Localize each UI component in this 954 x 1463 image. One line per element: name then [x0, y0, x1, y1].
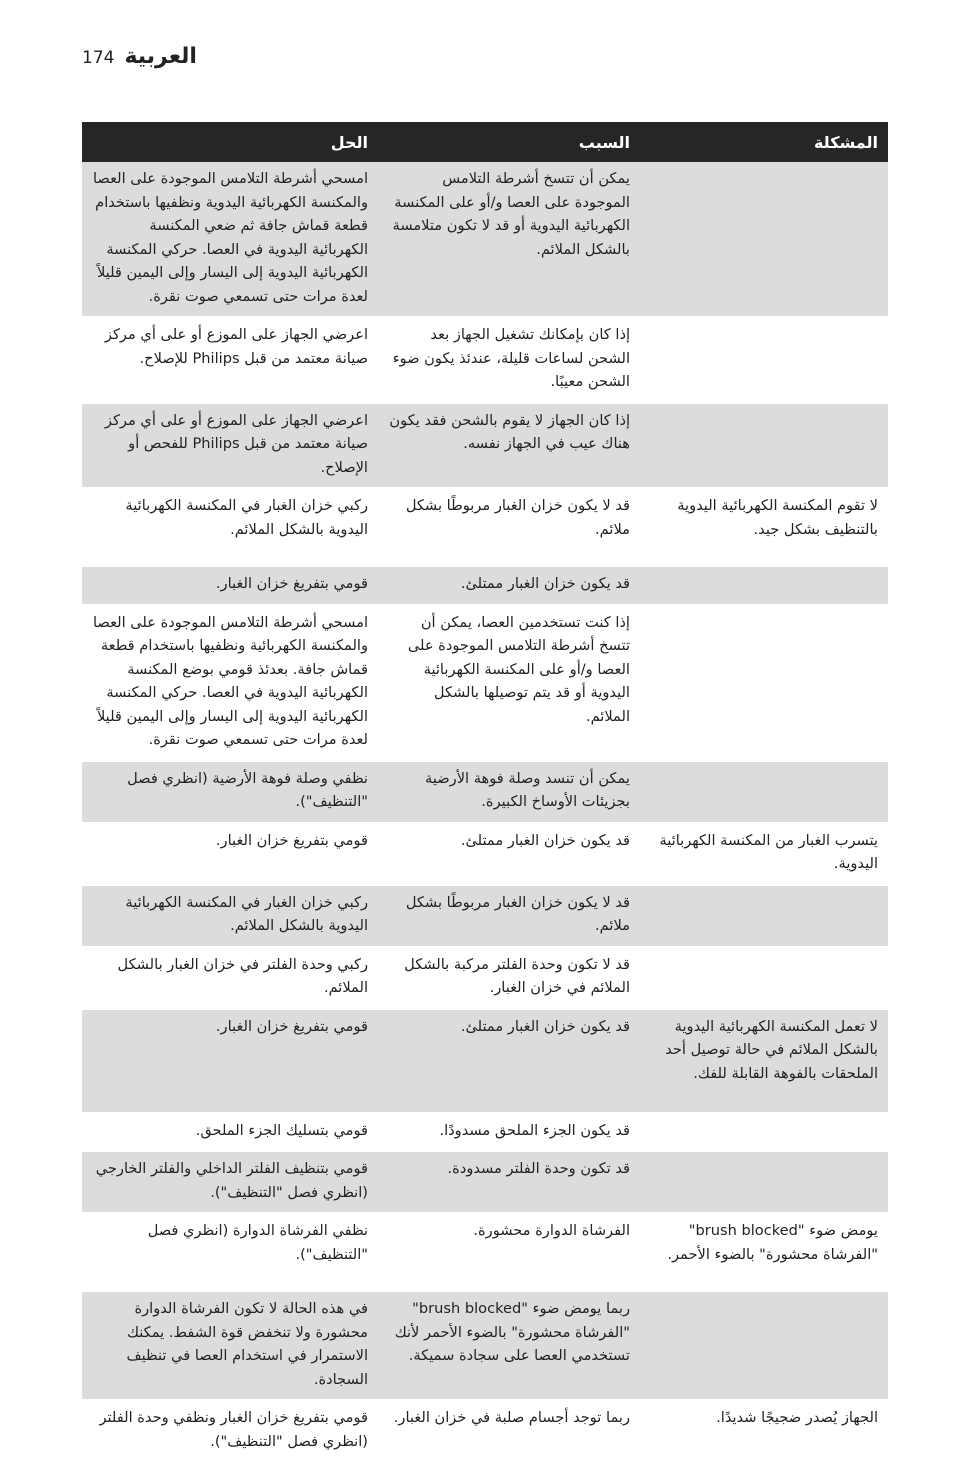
page-header	[82, 44, 197, 69]
problem-cell	[640, 1113, 888, 1152]
solution-cell: قومي بتفريغ خزان الغبار ونظفي وحدة الفلتر (انظري فصل "التنظيف").	[82, 1400, 378, 1462]
table-row	[82, 488, 888, 566]
solution-cell: ركبي خزان الغبار في المكنسة الكهربائية اليدوية بالشكل الملائم.	[82, 488, 378, 566]
table-row	[82, 162, 888, 317]
page-number: 174	[82, 48, 115, 68]
table-header-row	[82, 122, 888, 162]
cause-cell: قد يكون خزان الغبار ممتلئ.	[378, 566, 640, 605]
table-row	[82, 317, 888, 403]
problem-cell	[640, 605, 888, 761]
table-row	[82, 823, 888, 885]
column-header-cause: السبب	[378, 122, 640, 162]
cause-cell: قد تكون وحدة الفلتر مسدودة.	[378, 1151, 640, 1213]
cause-cell: قد لا يكون خزان الغبار مربوطًا بشكل ملائم.	[378, 885, 640, 947]
cause-cell: الفرشاة الدوارة محشورة.	[378, 1213, 640, 1291]
problem-cell	[640, 885, 888, 947]
solution-cell: قومي بتفريغ خزان الغبار.	[82, 566, 378, 605]
solution-cell: قومي بتنظيف الفلتر الداخلي والفلتر الخارجي (انظري فصل "التنظيف").	[82, 1151, 378, 1213]
table-row	[82, 947, 888, 1009]
column-header-solution: الحل	[82, 122, 378, 162]
cause-cell: إذا كان الجهاز لا يقوم بالشحن فقد يكون هناك عيب في الجهاز نفسه.	[378, 403, 640, 489]
cause-cell: ربما يومض ضوء "brush blocked" "الفرشاة محشورة" بالضوء الأحمر لأنك تستخدمي العصا على سجادة سميكة.	[378, 1291, 640, 1400]
problem-cell	[640, 403, 888, 489]
cause-cell: قد يكون خزان الغبار ممتلئ.	[378, 1009, 640, 1113]
table-row	[82, 403, 888, 489]
problem-cell	[640, 1291, 888, 1400]
cause-cell: قد لا تكون وحدة الفلتر مركبة بالشكل الملائم في خزان الغبار.	[378, 947, 640, 1009]
problem-cell	[640, 761, 888, 823]
table-row	[82, 1213, 888, 1291]
problem-cell	[640, 162, 888, 317]
problem-cell	[640, 317, 888, 403]
table-row	[82, 1291, 888, 1400]
table-row	[82, 761, 888, 823]
cause-cell: قد لا يكون خزان الغبار مربوطًا بشكل ملائم.	[378, 488, 640, 566]
cause-cell: ربما توجد أجسام صلبة في خزان الغبار.	[378, 1400, 640, 1462]
solution-cell: قومي بتسليك الجزء الملحق.	[82, 1113, 378, 1152]
problem-cell: الجهاز يُصدر ضجيجًا شديدًا.	[640, 1400, 888, 1462]
solution-cell: ركبي وحدة الفلتر في خزان الغبار بالشكل الملائم.	[82, 947, 378, 1009]
table-row	[82, 1009, 888, 1113]
solution-cell: في هذه الحالة لا تكون الفرشاة الدوارة محشورة ولا تنخفض قوة الشفط. يمكنك الاستمرار في استخدام العصا في تنظيف السجادة.	[82, 1291, 378, 1400]
cause-cell: يمكن أن تنسد وصلة فوهة الأرضية بجزيئات الأوساخ الكبيرة.	[378, 761, 640, 823]
column-header-problem: المشكلة	[640, 122, 888, 162]
solution-cell: امسحي أشرطة التلامس الموجودة على العصا والمكنسة الكهربائية اليدوية ونظفيها باستخدام قطعة قماش جافة ثم ضعي المكنسة الكهربائية اليدوية في العصا. حركي المكنسة الكهربائية اليدوية إلى اليسار وإلى اليمين قليلاً لعدة مرات حتى تسمعي صوت نقرة.	[82, 162, 378, 317]
cause-cell: إذا كنت تستخدمين العصا، يمكن أن تتسخ أشرطة التلامس الموجودة على العصا و/أو على المكنسة الكهربائية اليدوية أو قد يتم توصيلها بالشكل الملائم.	[378, 605, 640, 761]
solution-cell: قومي بتفريغ خزان الغبار.	[82, 1009, 378, 1113]
solution-cell: نظفي الفرشاة الدوارة (انظري فصل "التنظيف").	[82, 1213, 378, 1291]
problem-cell	[640, 566, 888, 605]
cause-cell: قد يكون الجزء الملحق مسدودًا.	[378, 1113, 640, 1152]
problem-cell: يتسرب الغبار من المكنسة الكهربائية اليدوية.	[640, 823, 888, 885]
troubleshooting-table	[82, 122, 888, 1463]
solution-cell: اعرضي الجهاز على الموزع أو على أي مركز صيانة معتمد من قبل Philips للإصلاح.	[82, 317, 378, 403]
solution-cell: نظفي وصلة فوهة الأرضية (انظري فصل "التنظيف").	[82, 761, 378, 823]
table-row	[82, 605, 888, 761]
problem-cell	[640, 1151, 888, 1213]
cause-cell: يمكن أن تتسخ أشرطة التلامس الموجودة على العصا و/أو على المكنسة الكهربائية اليدوية أو قد لا تكون متلامسة بالشكل الملائم.	[378, 162, 640, 317]
cause-cell: إذا كان بإمكانك تشغيل الجهاز بعد الشحن لساعات قليلة، عندئذ يكون ضوء الشحن معيبًا.	[378, 317, 640, 403]
page-title: العربية	[124, 44, 197, 69]
problem-cell: لا تقوم المكنسة الكهربائية اليدوية بالتنظيف بشكل جيد.	[640, 488, 888, 566]
table-row	[82, 1113, 888, 1152]
solution-cell: ركبي خزان الغبار في المكنسة الكهربائية اليدوية بالشكل الملائم.	[82, 885, 378, 947]
problem-cell: لا تعمل المكنسة الكهربائية اليدوية بالشكل الملائم في حالة توصيل أحد الملحقات بالفوهة القابلة للفك.	[640, 1009, 888, 1113]
solution-cell: قومي بتفريغ خزان الغبار.	[82, 823, 378, 885]
problem-cell	[640, 947, 888, 1009]
solution-cell: امسحي أشرطة التلامس الموجودة على العصا والمكنسة الكهربائية ونظفيها باستخدام قطعة قماش جافة. بعدئذ قومي بوضع المكنسة الكهربائية اليدوية في العصا. حركي المكنسة الكهربائية اليدوية إلى اليسار وإلى اليمين قليلاً لعدة مرات حتى تسمعي صوت نقرة.	[82, 605, 378, 761]
table-row	[82, 1400, 888, 1462]
table-row	[82, 1151, 888, 1213]
table-row	[82, 566, 888, 605]
problem-cell: يومض ضوء "brush blocked" "الفرشاة محشورة" بالضوء الأحمر.	[640, 1213, 888, 1291]
solution-cell: اعرضي الجهاز على الموزع أو على أي مركز صيانة معتمد من قبل Philips للفحص أو الإصلاح.	[82, 403, 378, 489]
table-row	[82, 885, 888, 947]
cause-cell: قد يكون خزان الغبار ممتلئ.	[378, 823, 640, 885]
